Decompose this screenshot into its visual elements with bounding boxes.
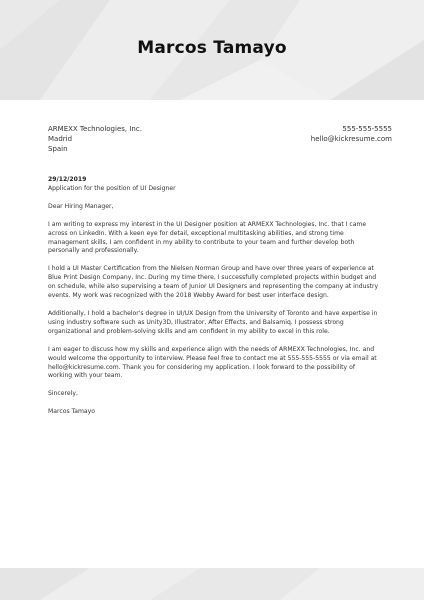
paragraph-line: management skills, I am confident in my ability to contribute to your team and further develop both: [48, 238, 355, 246]
paragraph-intro: [48, 221, 394, 257]
paragraph-line: I am eager to discuss how my skills and experience align with the needs of ARMEXX Technologies, Inc. and: [48, 345, 375, 353]
paragraph-line: I am writing to express my interest in the UI Designer position at ARMEXX Technologies, Inc. that I came: [48, 220, 367, 228]
paragraph-line: hello@kickresume.com. Thank you for considering my application. I look forward to the possibility of: [48, 363, 355, 371]
paragraph-line: Additionally, I hold a bachelor's degree in UI/UX Design from the University of Toronto and have expertise in: [48, 309, 378, 317]
sender-contact: [311, 124, 392, 144]
letter-subject: Application for the position of UI Designer: [48, 184, 176, 192]
paragraph-experience: [48, 265, 394, 301]
letter-closing: Sincerely,: [48, 390, 78, 398]
recipient-city: Madrid: [48, 135, 73, 143]
paragraph-education: [48, 310, 394, 337]
recipient-company: ARMEXX Technologies, Inc.: [48, 125, 142, 133]
paragraph-line: personally and professionally.: [48, 247, 139, 255]
paragraph-line: organizational and problem-solving skills and am confident in my ability to excel in this role.: [48, 327, 330, 335]
paragraph-line: I hold a UI Master Certification from the Nielsen Norman Group and have over three years of experience at: [48, 265, 374, 273]
paragraph-line: on schedule, while also supervising a team of Junior UI Designers and representing the company at industry: [48, 283, 379, 291]
paragraph-line: Blue Print Design Company, Inc. During my time there, I successfully completed projects within budget and: [48, 274, 377, 282]
paragraph-line: events. My work was recognized with the 2018 Webby Award for best user interface design.: [48, 292, 329, 300]
sender-email: hello@kickresume.com: [310, 135, 392, 143]
recipient-address: [48, 124, 142, 154]
letter-signature: Marcos Tamayo: [48, 408, 96, 416]
paragraph-line: using industry software such as Unity3D, Illustrator, After Effects, and Balsamiq. I possess strong: [48, 318, 344, 326]
recipient-country: Spain: [48, 145, 68, 153]
letter-salutation: Dear Hiring Manager,: [48, 202, 114, 210]
paragraph-line: would welcome the opportunity to interview. Please feel free to contact me at 555-555-5555 or via email at: [48, 354, 377, 362]
paragraph-line: across on LinkedIn. With a keen eye for detail, exceptional multitasking abilities, and strong time: [48, 229, 344, 237]
footer-geometric-pattern: [0, 568, 424, 600]
letter-body: [48, 176, 394, 417]
letter-date: 29/12/2019: [48, 176, 87, 183]
applicant-name: Marcos Tamayo: [137, 38, 287, 58]
paragraph-line: working with your team.: [48, 372, 123, 380]
sender-phone: 555-555-5555: [342, 125, 392, 133]
footer-band: [0, 568, 424, 600]
paragraph-closing-remarks: [48, 346, 394, 382]
